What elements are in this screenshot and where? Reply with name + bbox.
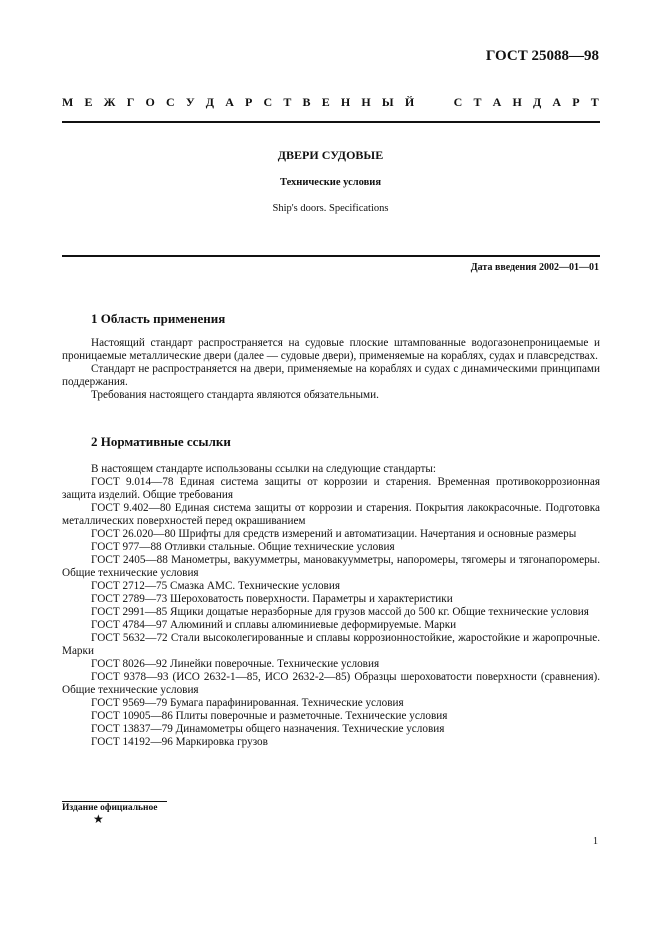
paragraph: Требования настоящего стандарта являются обязательными. — [91, 389, 379, 401]
document-subtitle: Технические условия — [279, 177, 382, 188]
page-number: 1 — [593, 836, 598, 847]
document-title: ДВЕРИ СУДОВЫЕ — [277, 148, 384, 162]
edition-label: Издание официальное — [62, 803, 158, 813]
introduction-date: Дата введения 2002—01—01 — [470, 262, 599, 273]
paragraph: ГОСТ 2712—75 Смазка АМС. Технические условия — [91, 580, 340, 592]
english-title: Ship's doors. Specifications — [272, 203, 389, 214]
standard-banner: М Е Ж Г О С У Д А Р С Т В Е Н Н Ы Й С Т А Н Д А Р Т — [62, 95, 599, 109]
paragraph: ГОСТ 13837—79 Динамометры общего назначения. Технические условия — [91, 723, 445, 735]
header-rule — [62, 121, 600, 123]
paragraph: ГОСТ 5632—72 Стали высоколегированные и сплавы коррозионностойкие, жаростойкие и жаропрочные. Марки — [62, 632, 600, 657]
edition-rule — [62, 801, 167, 802]
paragraph: Стандарт не распространяется на двери, применяемые на кораблях и судах с динамическими принципами поддержания. — [62, 363, 600, 388]
paragraph: ГОСТ 2405—88 Манометры, вакуумметры, мановакуумметры, напоромеры, тягомеры и тягонапоромеры. Общие технические условия — [62, 554, 600, 579]
paragraph: ГОСТ 9569—79 Бумага парафинированная. Технические условия — [91, 697, 404, 709]
section-heading-references: 2 Нормативные ссылки — [91, 434, 231, 449]
paragraph: ГОСТ 8026—92 Линейки поверочные. Технические условия — [91, 658, 380, 670]
paragraph: ГОСТ 9378—93 (ИСО 2632-1—85, ИСО 2632-2—85) Образцы шероховатости поверхности (сравнения). Общие технические условия — [62, 671, 600, 696]
title-rule — [62, 255, 600, 257]
paragraph: ГОСТ 9.402—80 Единая система защиты от коррозии и старения. Покрытия лакокрасочные. Подготовка металлических поверхностей перед окрашиванием — [62, 502, 600, 527]
paragraph: В настоящем стандарте использованы ссылки на следующие стандарты: — [91, 463, 436, 475]
paragraph: ГОСТ 4784—97 Алюминий и сплавы алюминиевые деформируемые. Марки — [91, 619, 457, 631]
paragraph: ГОСТ 9.014—78 Единая система защиты от коррозии и старения. Временная противокоррозионная защита изделий. Общие требования — [62, 476, 600, 501]
section-heading-scope: 1 Область применения — [91, 311, 226, 326]
paragraph: ГОСТ 14192—96 Маркировка грузов — [91, 736, 268, 748]
paragraph: ГОСТ 10905—86 Плиты поверочные и разметочные. Технические условия — [91, 710, 448, 722]
paragraph: ГОСТ 26.020—80 Шрифты для средств измерений и автоматизации. Начертания и основные размеры — [91, 528, 577, 540]
paragraph: ГОСТ 2789—73 Шероховатость поверхности. Параметры и характеристики — [91, 593, 453, 605]
paragraph: Настоящий стандарт распространяется на судовые плоские штампованные водогазонепроницаемые и проницаемые металлические двери (далее — судовые двери), применяемые на кораблях, судах и плавсредствах. — [62, 337, 600, 362]
section-scope-body — [62, 337, 600, 402]
document-code: ГОСТ 25088—98 — [485, 48, 599, 64]
paragraph: ГОСТ 2991—85 Ящики дощатые неразборные для грузов массой до 500 кг. Общие технические условия — [91, 606, 589, 618]
paragraph: ГОСТ 977—88 Отливки стальные. Общие технические условия — [91, 541, 395, 553]
section-references-body — [62, 463, 600, 749]
star-icon: ★ — [93, 812, 104, 826]
